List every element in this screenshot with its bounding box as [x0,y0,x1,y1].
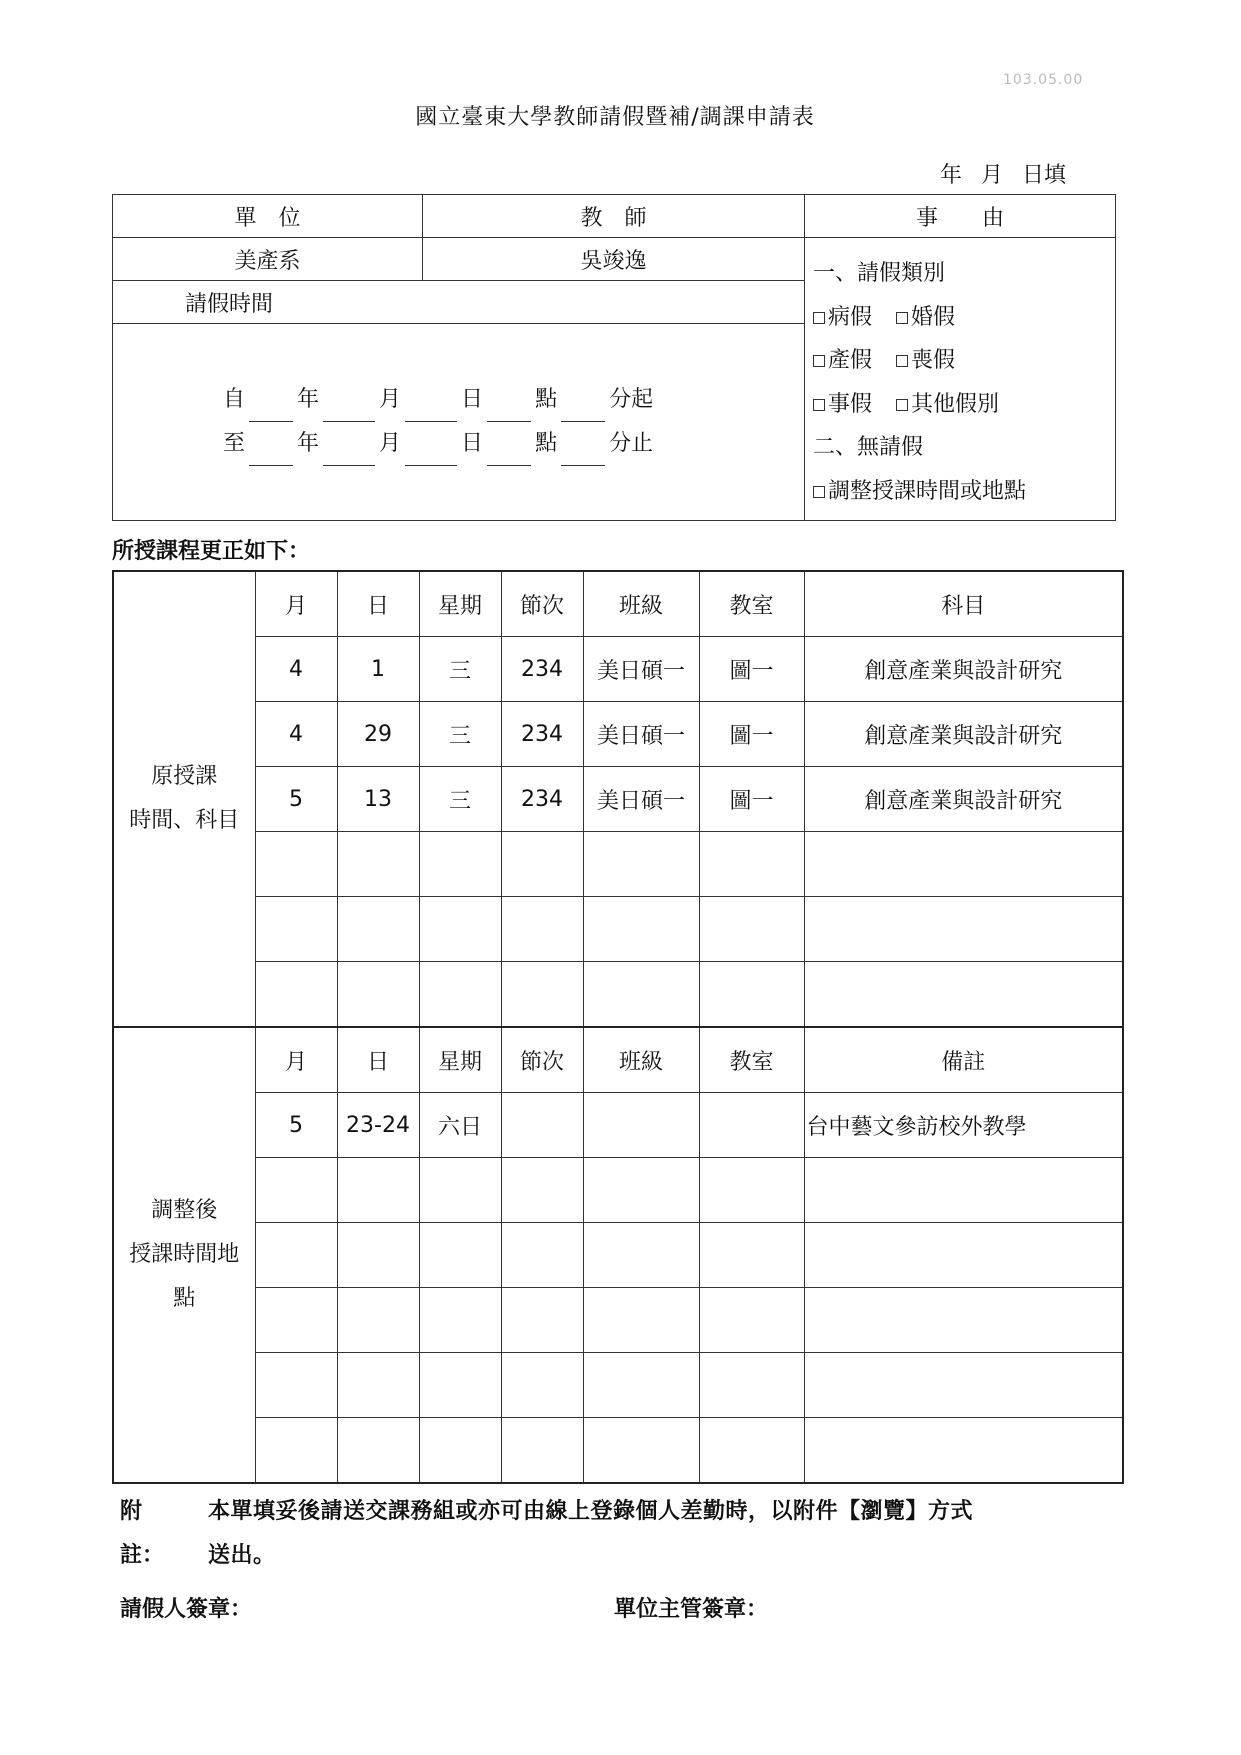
reason-section-1: 一、請假類別 [813,261,946,286]
sick-leave-label: 病假 [828,304,873,330]
cell-empty[interactable] [501,1158,583,1223]
col-header-month: 月 [255,1027,337,1093]
cell-empty[interactable] [337,1418,419,1484]
table-row-empty [113,1353,1123,1418]
from-hour-field[interactable] [487,399,531,422]
cell-weekday[interactable]: 三 [419,767,501,832]
marriage-leave-label: 婚假 [911,304,956,330]
table-row-empty [113,897,1123,962]
note-label-line2: 註： [120,1543,165,1568]
supervisor-signature-label: 單位主管簽章： [614,1597,769,1622]
adjusted-course-table [112,1026,1124,1484]
to-year-field[interactable] [249,443,293,466]
to-hour-field[interactable] [487,443,531,466]
table-row [113,1093,1123,1158]
leave-period-label: 請假時間 [113,281,805,324]
col-header-weekday: 星期 [419,1027,501,1093]
original-side-label-line1: 原授課 [151,764,218,789]
to-suffix: 分止 [609,431,654,456]
form-serial-number: 103.05.00 [1003,72,1084,88]
cell-empty[interactable] [255,1353,337,1418]
form-title: 國立臺東大學教師請假暨補/調課申請表 [415,105,815,130]
table-row-empty [113,962,1123,1028]
cell-subject[interactable]: 創意產業與設計研究 [804,767,1123,832]
col-header-classroom: 教室 [699,1027,804,1093]
col-header-day: 日 [337,1027,419,1093]
applicant-signature-label: 請假人簽章： [120,1597,253,1622]
checkbox-sick-leave[interactable] [813,312,825,324]
fill-date: 年 月 日填 [940,163,1066,188]
checkbox-funeral-leave[interactable] [896,355,908,367]
cell-classroom[interactable] [699,1093,804,1158]
table-row [113,702,1123,767]
cell-remark[interactable]: 台中藝文參訪校外教學 [804,1093,1123,1158]
table-row-empty [113,1288,1123,1353]
from-hour-unit: 點 [535,387,558,412]
col-header-period: 節次 [501,1027,583,1093]
cell-empty[interactable] [699,1158,804,1223]
table-row-empty [113,1158,1123,1223]
to-day-field[interactable] [405,443,457,466]
cell-empty[interactable] [419,1158,501,1223]
cell-empty[interactable] [804,897,1123,962]
from-minute-field[interactable] [561,399,605,422]
leave-to-line [223,422,804,466]
original-side-label [113,571,255,1027]
cell-classroom[interactable]: 圖一 [699,767,804,832]
reason-header: 事 由 [805,195,1116,238]
funeral-leave-label: 喪假 [911,348,956,373]
cell-empty[interactable] [699,1288,804,1353]
checkbox-other-leave[interactable] [896,399,908,411]
from-suffix: 分起 [609,387,654,412]
cell-empty[interactable] [583,962,699,1028]
unit-value[interactable]: 美產系 [113,238,423,281]
cell-period[interactable]: 234 [501,767,583,832]
original-side-label-line2: 時間、科目 [129,808,240,833]
to-prefix: 至 [223,431,246,456]
col-header-period: 節次 [501,571,583,637]
cell-empty[interactable] [804,832,1123,897]
teacher-value[interactable]: 吳竣逸 [423,238,805,281]
adjusted-side-label-line3: 點 [173,1286,196,1311]
cell-empty[interactable] [804,1418,1123,1484]
leave-from-line [223,378,804,422]
cell-empty[interactable] [255,897,337,962]
table-row-empty [113,1223,1123,1288]
table-row [113,637,1123,702]
cell-classroom[interactable]: 圖一 [699,637,804,702]
cell-empty[interactable] [583,1353,699,1418]
cell-empty[interactable] [255,1158,337,1223]
col-header-classroom: 教室 [699,571,804,637]
cell-period[interactable] [501,1093,583,1158]
cell-subject[interactable]: 創意產業與設計研究 [804,637,1123,702]
cell-empty[interactable] [337,1288,419,1353]
checkbox-personal-leave[interactable] [813,399,825,411]
cell-empty[interactable] [255,1288,337,1353]
leave-period-fields [113,324,805,521]
to-day-unit: 日 [461,431,484,456]
checkbox-adjust-class[interactable] [813,486,825,498]
col-header-weekday: 星期 [419,571,501,637]
cell-empty[interactable] [583,1158,699,1223]
cell-empty[interactable] [804,1158,1123,1223]
cell-empty[interactable] [583,832,699,897]
cell-empty[interactable] [419,1353,501,1418]
cell-empty[interactable] [501,832,583,897]
cell-empty[interactable] [419,897,501,962]
from-day-unit: 日 [461,387,484,412]
from-year-unit: 年 [297,387,320,412]
cell-subject[interactable]: 創意產業與設計研究 [804,702,1123,767]
cell-empty[interactable] [419,962,501,1028]
col-header-class: 班級 [583,1027,699,1093]
to-year-unit: 年 [297,431,320,456]
cell-empty[interactable] [501,1418,583,1484]
cell-day[interactable]: 13 [337,767,419,832]
cell-empty[interactable] [699,1418,804,1484]
cell-empty[interactable] [337,962,419,1028]
cell-month[interactable]: 5 [255,1093,337,1158]
cell-empty[interactable] [699,832,804,897]
cell-empty[interactable] [583,1418,699,1484]
cell-empty[interactable] [699,897,804,962]
cell-empty[interactable] [804,1353,1123,1418]
course-change-heading: 所授課程更正如下： [112,539,311,564]
teacher-header: 教 師 [423,195,805,238]
cell-empty[interactable] [255,962,337,1028]
cell-empty[interactable] [501,962,583,1028]
personal-leave-label: 事假 [828,391,873,417]
checkbox-marriage-leave[interactable] [896,312,908,324]
col-header-remark: 備註 [804,1027,1123,1093]
cell-month[interactable]: 5 [255,767,337,832]
cell-day[interactable]: 1 [337,637,419,702]
table-row-empty [113,1418,1123,1484]
cell-empty[interactable] [804,962,1123,1028]
to-minute-field[interactable] [561,443,605,466]
note-text-line1: 本單填妥後請送交課務組或亦可由線上登錄個人差勤時，以附件【瀏覽】方式 [208,1499,974,1524]
cell-empty[interactable] [583,1223,699,1288]
table-row [113,767,1123,832]
from-day-field[interactable] [405,399,457,422]
applicant-info-table [112,194,1116,521]
from-month-unit: 月 [379,387,402,412]
cell-empty[interactable] [419,1288,501,1353]
cell-class[interactable] [583,1093,699,1158]
cell-empty[interactable] [501,897,583,962]
cell-empty[interactable] [419,1223,501,1288]
cell-empty[interactable] [699,1353,804,1418]
cell-empty[interactable] [699,962,804,1028]
cell-period[interactable]: 234 [501,702,583,767]
from-month-field[interactable] [323,399,375,422]
cell-empty[interactable] [583,1288,699,1353]
cell-empty[interactable] [501,1288,583,1353]
note-text-line2: 送出。 [208,1543,276,1568]
cell-empty[interactable] [804,1288,1123,1353]
cell-empty[interactable] [699,1223,804,1288]
cell-empty[interactable] [804,1223,1123,1288]
maternity-leave-label: 產假 [828,348,873,373]
cell-day[interactable]: 29 [337,702,419,767]
col-header-day: 日 [337,571,419,637]
unit-header: 單 位 [113,195,423,238]
from-prefix: 自 [223,387,246,412]
col-header-class: 班級 [583,571,699,637]
reason-section-2: 二、無請假 [813,435,924,460]
note-label-line1: 附 [120,1499,143,1524]
cell-month[interactable]: 4 [255,637,337,702]
cell-month[interactable]: 4 [255,702,337,767]
cell-weekday[interactable]: 三 [419,637,501,702]
from-year-field[interactable] [249,399,293,422]
cell-period[interactable]: 234 [501,637,583,702]
cell-empty[interactable] [337,1158,419,1223]
col-header-month: 月 [255,571,337,637]
adjust-class-label: 調整授課時間或地點 [828,478,1027,504]
adjusted-side-label [113,1027,255,1483]
cell-empty[interactable] [337,832,419,897]
cell-empty[interactable] [583,897,699,962]
cell-empty[interactable] [419,832,501,897]
col-header-subject: 科目 [804,571,1123,637]
cell-empty[interactable] [255,1223,337,1288]
cell-empty[interactable] [255,1418,337,1484]
cell-day[interactable]: 23-24 [337,1093,419,1158]
cell-class[interactable]: 美日碩一 [583,767,699,832]
cell-empty[interactable] [337,1223,419,1288]
cell-weekday[interactable]: 三 [419,702,501,767]
cell-empty[interactable] [419,1418,501,1484]
to-month-unit: 月 [379,431,402,456]
cell-empty[interactable] [255,832,337,897]
cell-empty[interactable] [501,1353,583,1418]
cell-classroom[interactable]: 圖一 [699,702,804,767]
cell-class[interactable]: 美日碩一 [583,702,699,767]
cell-weekday[interactable]: 六日 [419,1093,501,1158]
original-course-table [112,570,1124,1028]
other-leave-label: 其他假別 [911,391,1000,417]
cell-empty[interactable] [337,897,419,962]
cell-class[interactable]: 美日碩一 [583,637,699,702]
adjusted-side-label-line2: 授課時間地 [129,1242,240,1267]
cell-empty[interactable] [337,1353,419,1418]
table-row-empty [113,832,1123,897]
adjusted-side-label-line1: 調整後 [151,1198,218,1223]
checkbox-maternity-leave[interactable] [813,355,825,367]
reason-cell [805,238,1116,521]
to-month-field[interactable] [323,443,375,466]
cell-empty[interactable] [501,1223,583,1288]
to-hour-unit: 點 [535,431,558,456]
